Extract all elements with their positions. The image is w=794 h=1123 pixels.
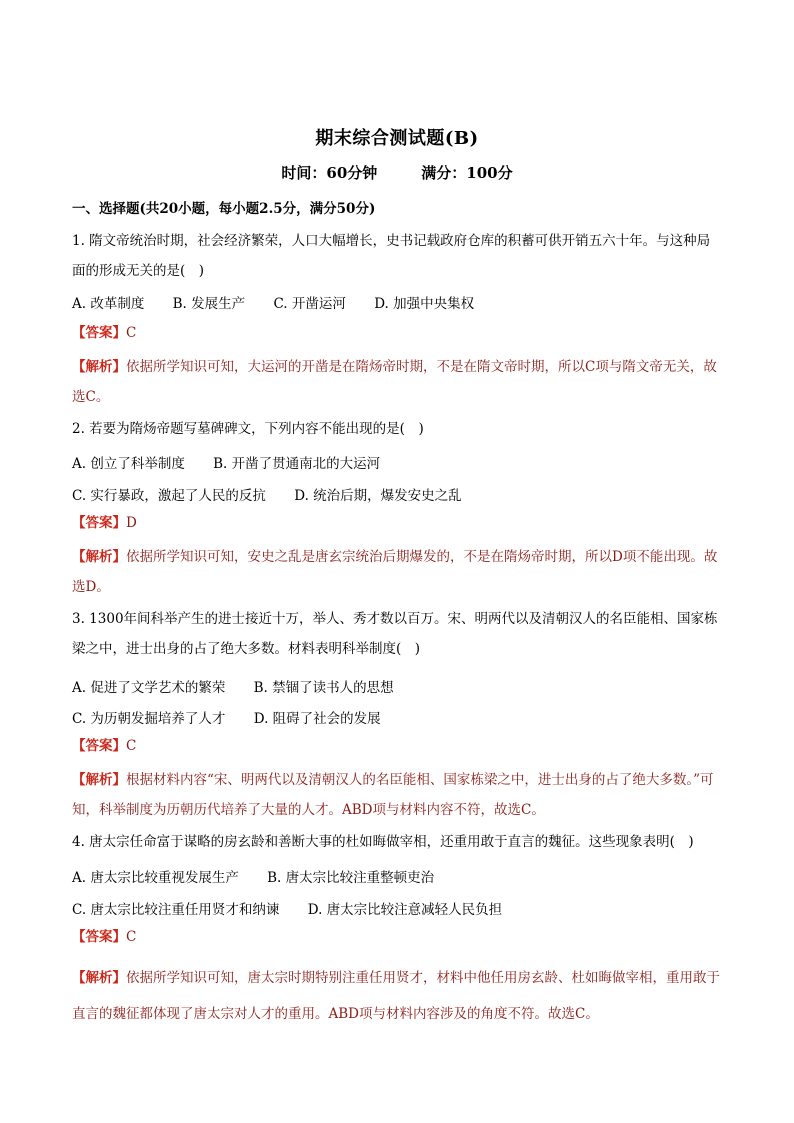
page-title: 期末综合测试题(B) xyxy=(315,128,479,149)
option-d: D. 加强中央集权 xyxy=(374,296,475,312)
question-4-stem: 4. 唐太宗任命富于谋略的房玄龄和善断大事的杜如晦做宰相，还重用敢于直言的魏征。这些现象表明( ) xyxy=(72,834,694,850)
question-4-explanation xyxy=(72,960,722,1032)
option-c: C. 唐太宗比较注重任用贤才和纳谏 xyxy=(72,902,280,918)
section-heading: 一、选择题(共20小题，每小题2.5分，满分50分) xyxy=(72,201,376,217)
explain-tag: 【解析】 xyxy=(72,970,126,986)
question-2-stem: 2. 若要为隋炀帝题写墓碑碑文，下列内容不能出现的是( ) xyxy=(72,421,424,437)
option-d: D. 阻碍了社会的发展 xyxy=(253,711,381,727)
answer-tag: 【答案】 xyxy=(72,738,126,754)
question-1-explanation xyxy=(72,352,722,412)
question-3-options-row1 xyxy=(72,676,418,696)
exam-time: 时间：60分钟 xyxy=(281,164,378,182)
question-2-explanation xyxy=(72,542,722,602)
option-c: C. 实行暴政，激起了人民的反抗 xyxy=(72,488,266,504)
option-d: D. 唐太宗比较注意减轻人民负担 xyxy=(307,902,503,918)
option-a: A. 创立了科举制度 xyxy=(72,456,185,472)
exam-score: 满分：100分 xyxy=(421,164,513,182)
explain-tag: 【解析】 xyxy=(72,772,126,788)
option-c: C. 为历朝发掘培养了人才 xyxy=(72,711,226,727)
question-2-options-row1 xyxy=(72,452,404,472)
answer-value: C xyxy=(126,325,137,341)
exam-info xyxy=(0,162,794,183)
option-b: B. 禁锢了读书人的思想 xyxy=(253,680,394,696)
question-4-options-row2 xyxy=(72,898,526,918)
answer-value: D xyxy=(126,515,137,531)
explain-text: 依据所学知识可知，大运河的开凿是在隋炀帝时期，不是在隋文帝时期，所以C项与隋文帝无关，故选C。 xyxy=(72,359,717,405)
explain-tag: 【解析】 xyxy=(72,359,126,375)
question-1-stem: 1. 隋文帝统治时期，社会经济繁荣，人口大幅增长，史书记载政府仓库的积蓄可供开销五六十年。与这种局面的形成无关的是( ) xyxy=(72,233,711,279)
explain-text: 依据所学知识可知，唐太宗时期特别注重任用贤才，材料中他任用房玄龄、杜如晦做宰相，重用敢于直言的魏征都体现了唐太宗对人才的重用。ABD项与材料内容涉及的角度不符。故选C。 xyxy=(72,970,720,1022)
question-1-options xyxy=(72,292,498,312)
question-3-stem: 3. 1300年间科举产生的进士接近十万，举人、秀才数以百万。宋、明两代以及清朝汉人的名臣能相、国家栋梁之中，进士出身的占了绝大多数。材料表明科举制度( ) xyxy=(72,611,718,657)
answer-tag: 【答案】 xyxy=(72,929,126,945)
answer-value: C xyxy=(126,738,137,754)
option-b: B. 发展生产 xyxy=(172,296,246,312)
question-4-answer xyxy=(72,922,722,952)
answer-tag: 【答案】 xyxy=(72,515,126,531)
question-3-options-row2 xyxy=(72,707,405,727)
answer-tag: 【答案】 xyxy=(72,325,126,341)
question-2-answer xyxy=(72,508,722,538)
option-b: B. 唐太宗比较注重整顿吏治 xyxy=(267,870,435,886)
question-1-answer xyxy=(72,318,722,348)
question-2-options-row2 xyxy=(72,484,486,504)
option-d: D. 统治后期，爆发安史之乱 xyxy=(294,488,462,504)
option-a: A. 唐太宗比较重视发展生产 xyxy=(72,870,239,886)
question-3-explanation xyxy=(72,765,722,825)
answer-value: C xyxy=(126,929,137,945)
option-b: B. 开凿了贯通南北的大运河 xyxy=(213,456,381,472)
option-a: A. 促进了文学艺术的繁荣 xyxy=(72,680,226,696)
explain-text: 依据所学知识可知，安史之乱是唐玄宗统治后期爆发的，不是在隋炀帝时期，所以D项不能出现。故选D。 xyxy=(72,549,718,595)
option-c: C. 开凿运河 xyxy=(273,296,346,312)
option-a: A. 改革制度 xyxy=(72,296,145,312)
question-3-answer xyxy=(72,731,722,761)
question-4-options-row1 xyxy=(72,866,458,886)
explain-text: 根据材料内容“宋、明两代以及清朝汉人的名臣能相、国家栋梁之中，进士出身的占了绝大多数。”可知，科举制度为历朝历代培养了大量的人才。ABD项与材料内容不符，故选C。 xyxy=(72,772,714,818)
explain-tag: 【解析】 xyxy=(72,549,126,565)
